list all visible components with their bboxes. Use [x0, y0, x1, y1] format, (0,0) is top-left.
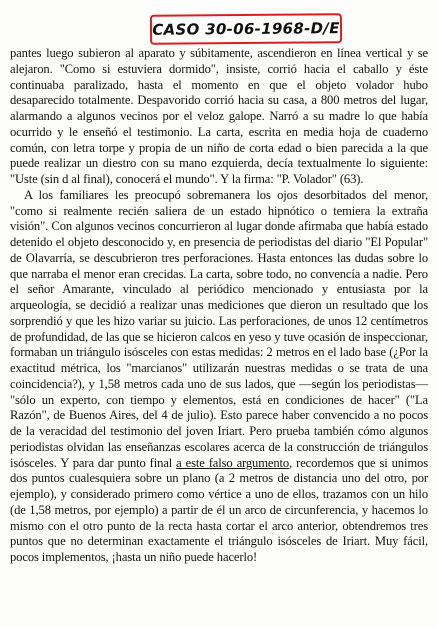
case-stamp-text: CASO 30-06-1968-D/E	[152, 19, 340, 39]
case-stamp	[150, 13, 342, 45]
paragraph-2	[10, 188, 428, 566]
paragraph-1: pantes luego subieron al aparato y súbitamente, ascendieron en línea vertical y se alejaron. "Como si estuviera dormido", insiste, corrió hacia el caballo y éste continuaba paralizado, hasta el momento en que el objeto volador hubo desaparecido totalmente. Despavorido corrió hacia su casa, a 800 metros del lugar, alarmando a algunos vecinos por el veloz galope. Narró a su madre lo que había ocurrido y le enseñó el testimonio. La carta, escrita en media hoja de cuaderno común, con letra torpe y propia de un niño de corta edad o bien parecida a la que puede realizar un diestro con su mano ezquierda, decía textualmente lo siguiente: "Uste (sin d al final), conocerá el mundo". Y la firma: "P. Volador" (63).	[10, 46, 428, 186]
underlined-phrase: a este falso argumento	[176, 455, 290, 470]
paragraph-2-text-end: , recordemos que si unimos dos puntos cualesquiera sobre un plano (a 2 metros de distancia uno del otro, por ejemplo), y considerado primero como vértice a uno de ellos, trazamos con un hilo (de 1,58 metros, por ejemplo) a partir de él un arco de circunferencia, y hacemos lo mismo con el otro punto de la recta hasta cortar el arco anterior, obtendremos tres puntos que no determinan exactamente el triángulo isósceles de Iriart. Muy fácil, pocos implementos, ¡hasta un niño puede hacerlo!	[10, 455, 428, 564]
body-text	[10, 46, 428, 566]
paragraph-2-text-start: A los familiares les preocupó sobremanera los ojos desorbitados del menor, "como si realmente recién saliera de un estado hipnótico o temiera la extraña visión". Con algunos vecinos concurrieron al lugar donde afirmaba que había estado detenido el objeto desconocido y, en presencia de periodistas del diario "El Popular" de Olavarría, se descubrieron tres perforaciones. Hasta entonces las dudas sobre lo que narraba el menor eran crecidas. La carta, sobre todo, no convencía a nadie. Pero el señor Amarante, vinculado al periódico mencionado y entusiasta por la arqueología, se decidió a realizar unas mediciones que dieron un resultado que los sorprendió y que les hizo variar su juicio. Las perforaciones, de unos 12 centímetros de profundidad, de las que se hicieron calcos en yeso y tuve ocasión de inspeccionar, formaban un triángulo isósceles con estas medidas: 2 metros en el lado base (¿Por la exactitud métrica, los "marcianos" utilizarán nuestras medidas o se trata de una coincidencia?), y 1,58 metros cada uno de sus lados, que —según los periodistas— "sólo un experto, con tiempo y elementos, está en condiciones de hacer" ("La Razón", de Buenos Aires, del 4 de julio). Esto parece haber convencido a no pocos de la veracidad del testimonio del joven Iriart. Pero prueba también cómo algunos periodistas olvidan las enseñanzas escolares acerca de la construcción de triángulos isósceles. Y para dar punto final	[10, 187, 428, 470]
